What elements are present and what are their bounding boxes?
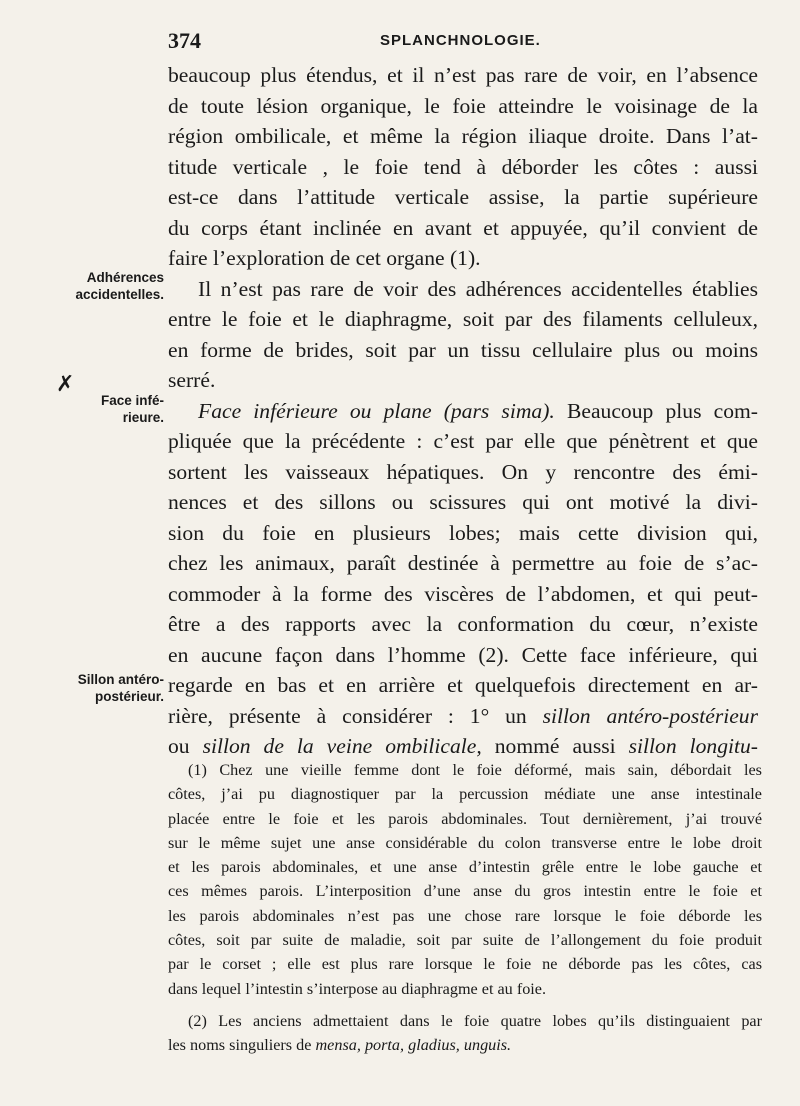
- footnote-line: (2) Les anciens admettaient dans le foie quatre lobes qu’ils distinguaient par: [188, 1011, 762, 1030]
- footnote-line: sur le même sujet une anse considérable du colon transverse entre le lobe droit: [168, 833, 762, 852]
- footnote-line: (1) Chez une vieille femme dont le foie déformé, mais sain, débordait les: [188, 761, 762, 779]
- body-line: commoder à la forme des viscères de l’abdomen, et qui peut-: [168, 581, 758, 606]
- body-line: Il n’est pas rare de voir des adhérences accidentelles établies: [198, 276, 758, 301]
- section-heading-line: Face inférieure ou plane (pars sima). Beaucoup plus com-: [198, 398, 758, 423]
- footnote-line: ces mêmes parois. L’interposition d’une anse du gros intestin entre le foie et: [168, 882, 762, 901]
- body-line: est-ce dans l’attitude verticale assise, la partie supérieure: [168, 185, 758, 209]
- footnote-line: et les parois abdominales, et une anse d’intestin grêle entre le lobe gauche et: [168, 858, 762, 877]
- body-line: serré.: [168, 368, 216, 392]
- body-line: beaucoup plus étendus, et il n’est pas rare de voir, en l’absence: [168, 63, 758, 87]
- handwritten-cross-mark: ✗: [56, 372, 75, 397]
- body-line: ou sillon de la veine ombilicale, nommé aussi sillon longitu-: [168, 734, 758, 758]
- footnotes: [168, 758, 762, 1058]
- running-head: SPLANCHNOLOGIE.: [380, 32, 541, 49]
- body-line: faire l’exploration de cet organe (1).: [168, 246, 481, 270]
- footnote-line: côtes, j’ai pu diagnostiquer par la percussion médiate une anse intestinale: [168, 785, 762, 804]
- footnote-line: par le corset ; elle est plus rare lorsque le foie ne déborde pas les côtes, cas: [168, 955, 762, 974]
- margin-note-face-inferieure: Face infé- rieure.: [100, 393, 164, 425]
- body-line: pliquée que la précédente : c’est par elle que pénètrent et que: [168, 429, 758, 453]
- body-line: en forme de brides, soit par un tissu cellulaire plus ou moins: [168, 337, 758, 362]
- body-line: entre le foie et le diaphragme, soit par des filaments celluleux,: [168, 307, 758, 331]
- page-number: 374: [168, 28, 201, 53]
- body-line: nences et des sillons ou scissures qui ont motivé la divi-: [168, 490, 758, 514]
- footnote-line: placée entre le foie et les parois abdominales. Tout dernièrement, j’ai trouvé: [168, 809, 762, 828]
- margin-note-adherences: Adhérences accidentelles.: [75, 270, 164, 302]
- footnote-line: les parois abdominales n’est pas une chose rare lorsque le foie déborde les: [168, 906, 762, 925]
- body-line: sortent les vaisseaux hépatiques. On y rencontre des émi-: [168, 459, 758, 484]
- page-header: [168, 28, 768, 58]
- body-line: région ombilicale, et même la région iliaque droite. Dans l’at-: [168, 124, 758, 148]
- footnote-gap: [168, 1001, 762, 1009]
- body-line: du corps étant inclinée en avant et appuyée, qu’il convient de: [168, 215, 758, 240]
- body-text: [168, 60, 758, 762]
- body-line: en aucune façon dans l’homme (2). Cette face inférieure, qui: [168, 642, 758, 667]
- footnote-line: côtes, soit par suite de maladie, soit par suite de l’allongement du foie produit: [168, 931, 762, 950]
- body-line: de toute lésion organique, le foie atteindre le voisinage de la: [168, 93, 758, 118]
- body-line: sion du foie en plusieurs lobes; mais cette division qui,: [168, 520, 758, 545]
- margin-note-sillon: Sillon antéro- postérieur.: [77, 672, 164, 704]
- footnote-line: dans lequel l’intestin s’interpose au diaphragme et au foie.: [168, 979, 547, 998]
- body-line: regarde en bas et en arrière et quelquefois directement en ar-: [168, 673, 758, 697]
- section-title: Face inférieure ou plane (pars sima).: [198, 398, 555, 423]
- footnote-line: les noms singuliers de mensa, porta, gladius, unguis.: [168, 1036, 512, 1055]
- body-line: chez les animaux, paraît destinée à permettre au foie de s’ac-: [168, 551, 758, 575]
- body-line: être a des rapports avec la conformation du cœur, n’existe: [168, 612, 758, 636]
- body-line: rière, présente à considérer : 1° un sillon antéro-postérieur: [168, 703, 758, 728]
- body-line: titude verticale , le foie tend à déborder les côtes : aussi: [168, 154, 758, 179]
